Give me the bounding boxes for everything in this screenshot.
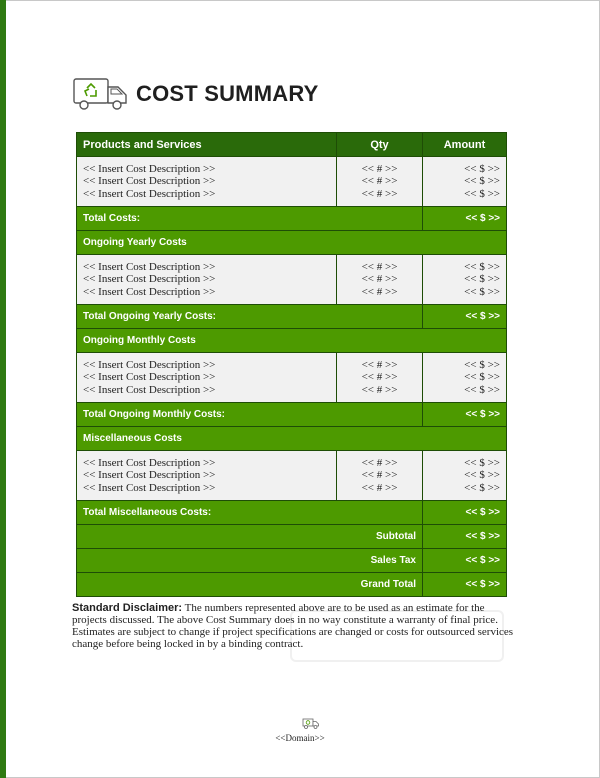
amount-line: << $ >> xyxy=(464,358,500,371)
description-line: << Insert Cost Description >> xyxy=(83,162,216,175)
qty-cell xyxy=(337,157,423,207)
disclaimer-heading: Standard Disclaimer: xyxy=(72,602,183,614)
section-title: Ongoing Yearly Costs xyxy=(77,231,507,255)
amount-line: << $ >> xyxy=(464,273,500,286)
qty-line: << # >> xyxy=(361,456,398,469)
grand-total-row xyxy=(77,573,507,597)
description-cell xyxy=(77,157,337,207)
page-header xyxy=(72,74,318,114)
recycle-truck-icon xyxy=(72,76,132,112)
amount-cell xyxy=(423,353,507,403)
total-label: Total Ongoing Monthly Costs: xyxy=(77,403,423,427)
subtotal-value: << $ >> xyxy=(423,525,507,549)
subtotal-row xyxy=(77,525,507,549)
qty-line: << # >> xyxy=(361,358,398,371)
table-row xyxy=(77,353,507,403)
total-row xyxy=(77,305,507,329)
page-title: COST SUMMARY xyxy=(136,81,319,106)
column-header-products: Products and Services xyxy=(77,133,337,157)
description-line: << Insert Cost Description >> xyxy=(83,187,216,200)
qty-cell xyxy=(337,451,423,501)
section-title: Ongoing Monthly Costs xyxy=(77,329,507,353)
total-label: Total Miscellaneous Costs: xyxy=(77,501,423,525)
truck-logo-icon xyxy=(302,718,320,730)
qty-line: << # >> xyxy=(361,273,398,286)
description-line: << Insert Cost Description >> xyxy=(83,481,216,494)
description-line: << Insert Cost Description >> xyxy=(83,469,216,482)
sales-tax-row xyxy=(77,549,507,573)
table-header-row xyxy=(77,133,507,157)
description-line: << Insert Cost Description >> xyxy=(83,273,216,286)
description-cell xyxy=(77,255,337,305)
section-row xyxy=(77,427,507,451)
total-label: Total Costs: xyxy=(77,207,423,231)
total-value: << $ >> xyxy=(423,207,507,231)
description-line: << Insert Cost Description >> xyxy=(83,383,216,396)
section-row xyxy=(77,329,507,353)
description-line: << Insert Cost Description >> xyxy=(83,456,216,469)
qty-line: << # >> xyxy=(361,383,398,396)
amount-line: << $ >> xyxy=(464,187,500,200)
grand-total-value: << $ >> xyxy=(423,573,507,597)
disclaimer-text: The numbers represented above are to be used as an estimate for the projects discussed. The above Cost Summary does in no way constitute a warranty of final price. Estimates are subject to change if project specifications are changed or costs for outsourced services change before being locked in by a binding contract. xyxy=(72,602,514,650)
total-value: << $ >> xyxy=(423,403,507,427)
total-label: Total Ongoing Yearly Costs: xyxy=(77,305,423,329)
amount-line: << $ >> xyxy=(464,175,500,188)
total-value: << $ >> xyxy=(423,305,507,329)
description-cell xyxy=(77,353,337,403)
description-line: << Insert Cost Description >> xyxy=(83,371,216,384)
qty-line: << # >> xyxy=(361,285,398,298)
subtotal-label: Subtotal xyxy=(77,525,423,549)
qty-line: << # >> xyxy=(361,162,398,175)
amount-line: << $ >> xyxy=(464,481,500,494)
total-row xyxy=(77,403,507,427)
table-row xyxy=(77,255,507,305)
amount-line: << $ >> xyxy=(464,456,500,469)
grand-total-label: Grand Total xyxy=(77,573,423,597)
total-row xyxy=(77,501,507,525)
total-row xyxy=(77,207,507,231)
description-line: << Insert Cost Description >> xyxy=(83,285,216,298)
sales-tax-label: Sales Tax xyxy=(77,549,423,573)
section-title: Miscellaneous Costs xyxy=(77,427,507,451)
qty-cell xyxy=(337,353,423,403)
section-row xyxy=(77,231,507,255)
sales-tax-value: << $ >> xyxy=(423,549,507,573)
description-line: << Insert Cost Description >> xyxy=(83,260,216,273)
amount-cell xyxy=(423,157,507,207)
description-line: << Insert Cost Description >> xyxy=(83,358,216,371)
table-row xyxy=(77,157,507,207)
amount-line: << $ >> xyxy=(464,285,500,298)
footer-domain: <<Domain>> xyxy=(275,733,325,743)
column-header-amount: Amount xyxy=(423,133,507,157)
amount-line: << $ >> xyxy=(464,383,500,396)
total-value: << $ >> xyxy=(423,501,507,525)
table-row xyxy=(77,451,507,501)
left-accent-bar xyxy=(0,0,6,778)
amount-line: << $ >> xyxy=(464,162,500,175)
qty-cell xyxy=(337,255,423,305)
qty-line: << # >> xyxy=(361,187,398,200)
qty-line: << # >> xyxy=(361,371,398,384)
description-cell xyxy=(77,451,337,501)
qty-line: << # >> xyxy=(361,481,398,494)
amount-cell xyxy=(423,451,507,501)
qty-line: << # >> xyxy=(361,469,398,482)
cost-summary-table xyxy=(76,132,507,597)
column-header-qty: Qty xyxy=(337,133,423,157)
disclaimer xyxy=(72,602,522,650)
qty-line: << # >> xyxy=(361,260,398,273)
qty-line: << # >> xyxy=(361,175,398,188)
amount-line: << $ >> xyxy=(464,469,500,482)
amount-line: << $ >> xyxy=(464,260,500,273)
amount-cell xyxy=(423,255,507,305)
amount-line: << $ >> xyxy=(464,371,500,384)
description-line: << Insert Cost Description >> xyxy=(83,175,216,188)
